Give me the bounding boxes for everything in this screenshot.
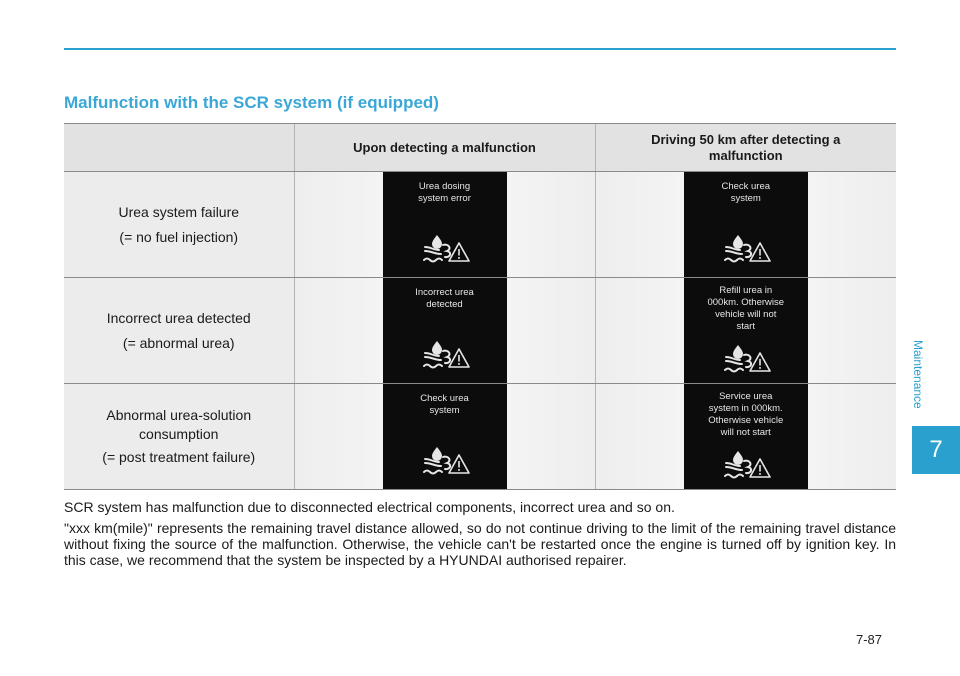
row-label-line: (= no fuel injection) <box>119 228 239 245</box>
cluster-display <box>684 384 808 489</box>
chapter-number-tab: 7 <box>912 426 960 474</box>
detect-display-cell <box>294 384 595 490</box>
detect-display-cell <box>294 172 595 278</box>
display-message-line: system <box>429 405 460 416</box>
table-row <box>64 384 896 490</box>
scr-malfunction-table <box>64 123 896 490</box>
top-rule <box>64 48 896 50</box>
row-label-line: Abnormal urea-solution consumption <box>106 407 252 442</box>
display-message-line: Urea dosing <box>418 181 471 192</box>
cluster-display <box>684 278 808 383</box>
section-title: Malfunction with the SCR system (if equipped) <box>64 93 439 112</box>
cluster-display <box>383 278 507 383</box>
row-label-line: (= post treatment failure) <box>102 449 256 465</box>
row-label <box>64 278 294 384</box>
display-message-line: will not start <box>720 427 771 438</box>
table-row <box>64 172 896 278</box>
display-message-line: system <box>730 193 761 204</box>
display-message-line: Refill urea in <box>719 285 773 296</box>
row-label <box>64 384 294 490</box>
table-header-driving-text: Driving 50 km after detecting a malfunction <box>651 131 841 163</box>
display-message-line: Incorrect urea <box>415 287 474 298</box>
display-message-line: system error <box>418 193 471 204</box>
display-message-line: Otherwise vehicle <box>708 415 784 426</box>
chapter-side-label-text: Maintenance <box>911 340 925 409</box>
cluster-display <box>684 172 808 277</box>
urea-warning-icon <box>419 231 471 265</box>
table-row <box>64 278 896 384</box>
table-header-detect: Upon detecting a malfunction <box>294 124 595 172</box>
driving-display-cell <box>595 384 896 490</box>
table-header-blank <box>64 124 294 172</box>
urea-warning-icon <box>720 341 772 375</box>
cluster-display <box>383 172 507 277</box>
driving-display-cell <box>595 172 896 278</box>
urea-warning-icon <box>720 447 772 481</box>
display-message-line: vehicle will not <box>715 309 777 320</box>
display-message-line: 000km. Otherwise <box>707 297 785 308</box>
display-message-line: detected <box>426 299 463 310</box>
display-message-line: system in 000km. <box>708 403 783 414</box>
table-header-driving <box>595 124 896 172</box>
row-label <box>64 172 294 278</box>
cluster-display <box>383 384 507 489</box>
chapter-side-label <box>911 340 943 430</box>
urea-warning-icon <box>419 443 471 477</box>
body-paragraph: SCR system has malfunction due to disconnected electrical components, incorrect urea and so on. <box>64 499 675 515</box>
display-message-line: Check urea <box>721 181 771 192</box>
row-label-line: (= abnormal urea) <box>122 334 235 351</box>
table-header-row <box>64 124 896 172</box>
display-message-line: Service urea <box>719 391 773 402</box>
urea-warning-icon <box>419 337 471 371</box>
display-message-line: start <box>736 321 755 332</box>
driving-display-cell <box>595 278 896 384</box>
display-message-line: Check urea <box>420 393 469 404</box>
row-label-line: Incorrect urea detected <box>106 309 251 326</box>
urea-warning-icon <box>720 231 772 265</box>
row-label-line: Urea system failure <box>118 203 240 220</box>
page-number: 7-87 <box>856 632 883 647</box>
detect-display-cell <box>294 278 595 384</box>
body-paragraph: "xxx km(mile)" represents the remaining travel distance allowed, so do not continue driving to the limit of the remaining travel distance without fixing the source of the malfunction. Otherwise, the vehicle can't be restarted once the engine is turned off by ignition key. In this case, we recommend that the system be inspected by a HYUNDAI authorised repairer. <box>64 520 896 568</box>
